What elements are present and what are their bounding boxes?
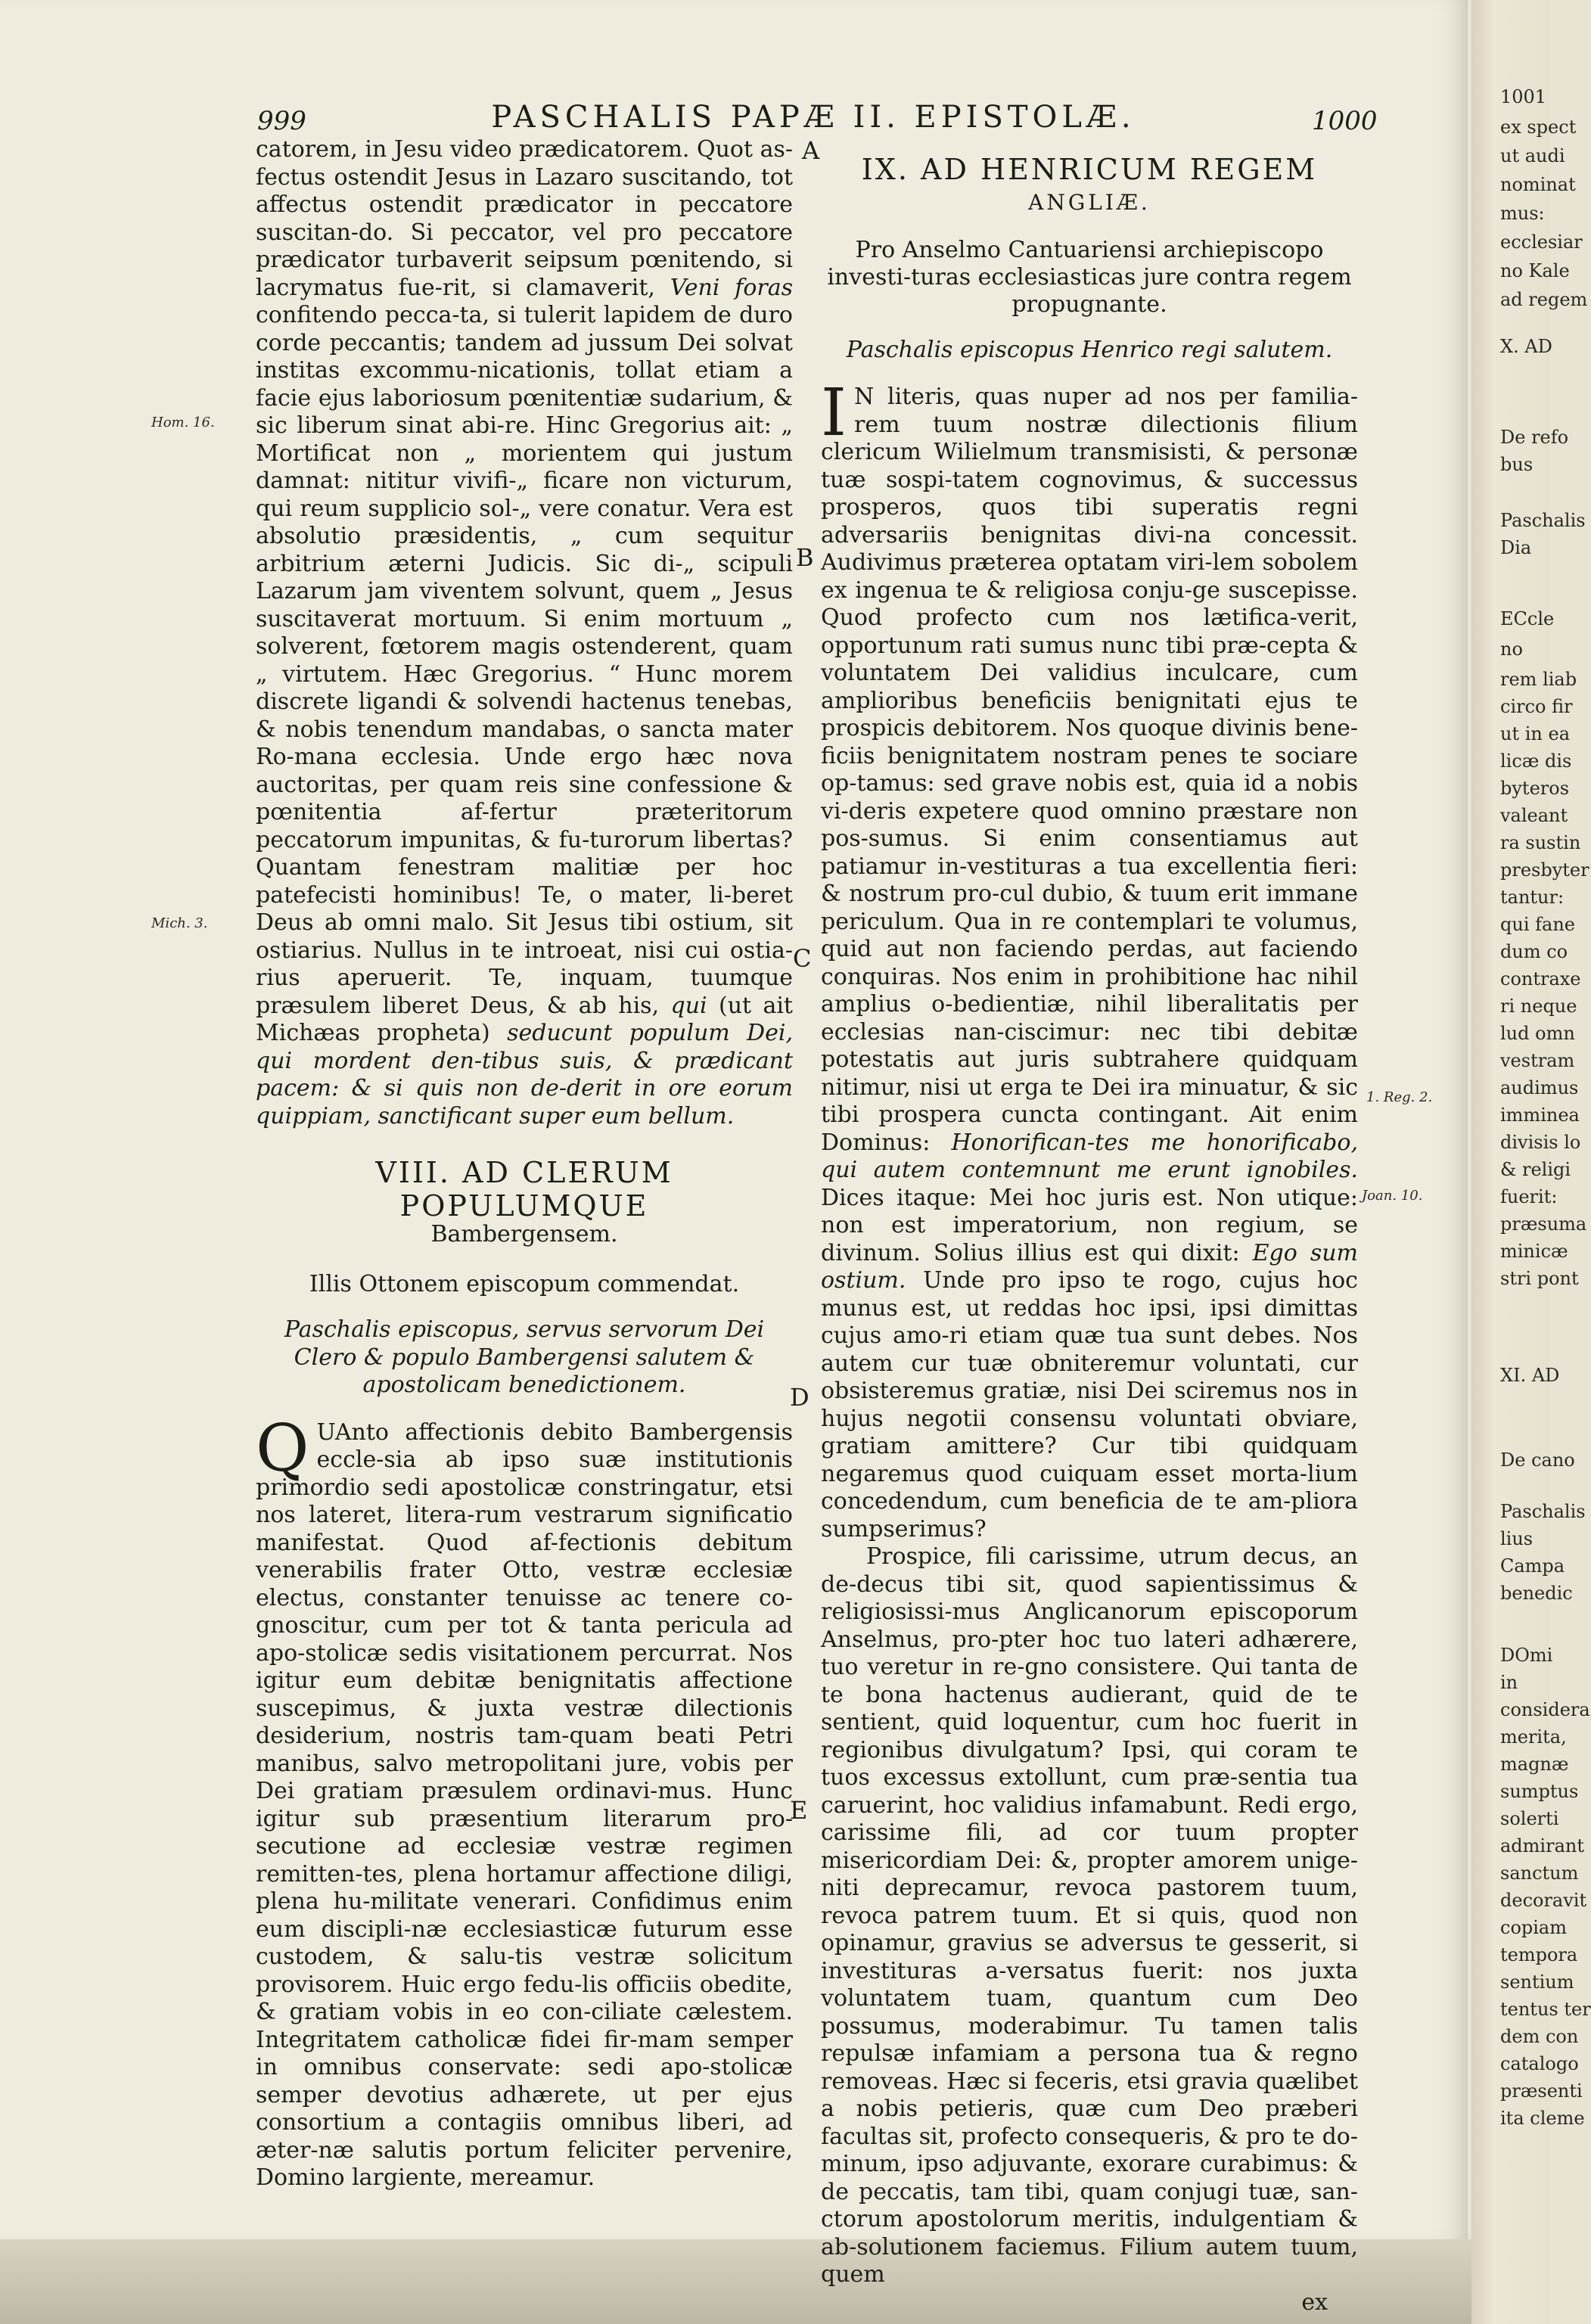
letter-heading: VIII. AD CLERUM POPULUMQUE (375, 1156, 673, 1223)
next-line: presbyter (1500, 859, 1589, 881)
next-line: admirant (1500, 1835, 1584, 1856)
next-line: DOmi (1500, 1645, 1553, 1666)
next-line: XI. AD (1500, 1365, 1560, 1386)
left-column (256, 136, 793, 2192)
next-line: decoravit (1500, 1890, 1587, 1911)
section-letter-b: B (796, 543, 814, 572)
next-line: 1001 (1500, 86, 1547, 107)
next-line: contraxe (1500, 968, 1581, 990)
letter-summary: Pro Anselmo Cantuariensi archiepiscopo investi-turas ecclesiasticas jure contra regem propugnante. (827, 236, 1352, 318)
next-line: ut audi (1500, 145, 1565, 166)
next-line: X. AD (1500, 336, 1552, 357)
letter-subheading: ANGLIÆ. (1028, 190, 1151, 215)
next-line: considera (1500, 1699, 1590, 1720)
next-line: Paschalis (1500, 1501, 1586, 1522)
next-line: stri pont (1500, 1268, 1579, 1289)
next-line: De refo (1500, 427, 1569, 448)
letter-subheading: Bambergensem. (430, 1221, 618, 1247)
next-line: & religi (1500, 1159, 1571, 1180)
next-line: sanctum (1500, 1863, 1579, 1884)
section-letter-c: C (793, 944, 812, 973)
next-line: ex spect (1500, 117, 1577, 138)
next-line: imminea (1500, 1105, 1580, 1126)
next-line: ecclesiar (1500, 231, 1583, 253)
next-line: nominat (1500, 174, 1576, 195)
next-line: no (1500, 638, 1523, 660)
margin-note: Joan. 10. (1362, 1188, 1423, 1204)
margin-note: Mich. 3. (151, 915, 208, 931)
next-line: præsenti (1500, 2080, 1583, 2102)
next-line: tantur: (1500, 887, 1565, 908)
next-line: lius (1500, 1528, 1534, 1549)
next-line: ECcle (1500, 608, 1555, 629)
next-line: tempora (1500, 1944, 1578, 1965)
letter-salutation: Paschalis episcopus Henrico regi salutem. (846, 336, 1333, 363)
letter-salutation: Paschalis episcopus, servus servorum Dei Clero & populo Bambergensi salutem & apostolicam benedictionem. (284, 1316, 765, 1398)
next-line: divisis lo (1500, 1132, 1581, 1153)
running-head: PASCHALIS PAPÆ II. EPISTOLÆ. (491, 100, 1136, 135)
next-line: solerti (1500, 1808, 1559, 1829)
next-line: tentus ter (1500, 1999, 1591, 2020)
next-line: qui fane (1500, 914, 1575, 935)
next-line: ra sustin (1500, 832, 1581, 853)
next-line: merita, (1500, 1726, 1567, 1748)
next-line: magnæ (1500, 1754, 1569, 1775)
next-line: sentium (1500, 1971, 1574, 1993)
drop-capital: I (821, 375, 847, 451)
drop-capital: Q (256, 1410, 309, 1487)
next-line: lud omn (1500, 1023, 1575, 1044)
next-line: catalogo (1500, 2053, 1579, 2074)
next-line: in (1500, 1672, 1518, 1693)
next-line: audimus (1500, 1077, 1579, 1098)
next-line: præsuma (1500, 1213, 1587, 1235)
section-letter-e: E (790, 1796, 808, 1825)
paragraph: I N literis, quas nuper ad nos per familia-rem tuum nostræ dilectionis filium clericum Wilielmum transmisisti, & personæ tuæ sospi-tatem cognovimus, & successus prosperos, quos tibi superatis regni adversariis benignitas divi-na concessit. Audivimus præterea optatam viri-lem sobolem ex ingenua te & religiosa conju-ge suscepisse. Quod profecto cum nos lætifica-verit, opportunum rati sumus nunc tibi præ-cepta & voluntatem Dei validius inculcare, cum amplioribus beneficiis benignitati ejus te prospicis debitorem. Nos quoque divinis bene-ficiis benignitatem nostram penes te sociare op-tamus: sed grave nobis est, quia id a nobis vi-deris expetere quod omnino præstare non pos-sumus. Si enim consentiamus aut patiamur in-vestituras a tua excellentia fieri: & nostrum pro-cul dubio, & tuum erit immane periculum. Qua in re contemplari te volumus, quid aut non faciendo perdas, aut faciendo conquiras. Nos enim in prohibitione hac nihil amplius o-bedientiæ, nihil liberalitatis per ecclesias nan-ciscimur: nec tibi debitæ potestatis aut juris subtrahere quidquam nitimur, nisi ut erga te Dei ira minuatur, & sic tibi prospera cuncta contingant. Ait enim Dominus: Honorifican-tes me honorificabo, qui autem contemnunt me erunt ignobiles. Dices itaque: Mei hoc juris est. Non utique: non est imperatorium, non regium, se divinum. Solius illius est qui dixit: Ego sum ostium. Unde pro ipso te rogo, cujus hoc munus est, ut reddas hoc ipsi, ipsi dimittas cujus amo-ri etiam quæ tua sunt debes. Nos autem cur tuæ obniteremur voluntati, cur obsisteremus gratiæ, nisi Dei sciremus nos in hujus negotii consensu voluntati obviare, gratiam amittere? Cur tibi quidquam negaremus quod cuiquam esset morta-lium concedendum, cum beneficia de te am-pliora sumpserimus? (821, 375, 1358, 1543)
margin-note: Hom. 16. (151, 415, 215, 430)
next-line: dem con (1500, 2026, 1579, 2047)
next-line: rem liab (1500, 669, 1577, 690)
page-number-left: 999 (257, 106, 306, 136)
right-column (821, 136, 1358, 2316)
next-line: minicæ (1500, 1241, 1568, 1262)
next-line: no Kale (1500, 260, 1570, 281)
next-line: licæ dis (1500, 750, 1572, 772)
next-line: circo fir (1500, 696, 1573, 717)
page-number-right: 1000 (1312, 106, 1378, 136)
margin-note: 1. Reg. 2. (1366, 1089, 1433, 1105)
next-line: fuerit: (1500, 1186, 1558, 1207)
next-line: ita cleme (1500, 2108, 1585, 2129)
paragraph: catorem, in Jesu video prædicatorem. Quot as-fectus ostendit Jesus in Lazaro suscitando, tot affectus ostendit prædicator in peccatore suscitan-do. Si peccator, vel pro peccatore prædicator turbaverit seipsum pœnitendo, si lacrymatus fue-rit, si clamaverit, Veni foras confitendo pecca-ta, si tulerit lapidem de duro corde peccantis; tandem ad jussum Dei solvat institas excommu-nicationis, tollat etiam a facie ejus laboriosum pœnitentiæ sudarium, & sic liberum sinat abi-re. Hinc Gregorius ait: „ Mortificat non „ morientem qui justum damnat: nititur vivifi-„ ficare non victurum, qui reum supplicio sol-„ vere conatur. Vera est absolutio præsidentis, „ cum sequitur arbitrium æterni Judicis. Sic di-„ scipuli Lazarum jam viventem solvunt, quem „ Jesus suscitaverat mortuum. Si enim mortuum „ solverent, fœtorem magis ostenderent, quam „ virtutem. Hæc Gregorius. “ Hunc morem discrete ligandi & solvendi hactenus tenebas, & nobis tenendum mandabas, o sancta mater Ro-mana ecclesia. Unde ergo hæc nova auctoritas, per quam reis sine confessione & pœnitentia af-fertur præteritorum peccatorum impunitas, & fu-turorum libertas? Quantam fenestram malitiæ per hoc patefecisti hominibus! Te, o mater, li-beret Deus ab omni malo. Sit Jesus tibi ostium, sit ostiarius. Nullus in te introeat, nisi cui ostia-rius aperuerit. Te, inquam, tuumque præsulem liberet Deus, & ab his, qui (ut ait Michæas propheta) seducunt populum Dei, qui mordent den-tibus suis, & prædicant pacem: & si quis non de-derit in ore eorum quippiam, sanctificant super eum bellum. (256, 136, 794, 1129)
next-line: copiam (1500, 1917, 1567, 1938)
next-line: dum co (1500, 941, 1568, 962)
next-line: valeant (1500, 805, 1568, 826)
next-line: bus (1500, 454, 1534, 475)
next-line: sumptus (1500, 1781, 1579, 1802)
next-line: byteros (1500, 778, 1570, 799)
next-line: ad regem (1500, 289, 1588, 310)
next-line: ri neque (1500, 996, 1577, 1017)
catchword: ex (1301, 2288, 1328, 2316)
next-line: De cano (1500, 1449, 1575, 1471)
next-line: ut in ea (1500, 723, 1571, 744)
next-line: Dia (1500, 537, 1532, 558)
next-page-fragment (1471, 0, 1591, 2324)
next-line: Campa (1500, 1555, 1565, 1577)
next-line: vestram (1500, 1050, 1575, 1071)
section-letter-d: D (790, 1383, 809, 1412)
next-line: mus: (1500, 203, 1545, 224)
paragraph: Q UAnto affectionis debito Bambergensis eccle-sia ab ipso suæ institutionis primordio sedi apostolicæ constringatur, etsi nos lateret, litera-rum vestrarum significatio manifestat. Quod af-fectionis debitum venerabilis frater Otto, vestræ ecclesiæ electus, constanter tenuisse ac tenere co-gnoscitur, cum per tot & tanta pericula ad apo-stolicæ sedis visitationem percurrat. Nos igitur eum debitæ benignitatis affectione suscepimus, & juxta vestræ dilectionis desiderium, nostris tam-quam beati Petri manibus, salvo metropolitani jure, vobis per Dei gratiam præsulem ordinavi-mus. Hunc igitur sub præsentium literarum pro-secutione ad ecclesiæ vestræ regimen remitten-tes, plena hortamur affectione diligi, plena hu-militate venerari. Confidimus enim eum discipli-næ ecclesiasticæ futurum esse custodem, & salu-tis vestræ solicitum provisorem. Huic ergo fedu-lis officiis obedite, & gratiam vobis in eo con-ciliate cælestem. Integritatem catholicæ fidei fir-mam semper in omnibus conservate: sedi apo-stolicæ semper devotius adhærete, ut per ejus consortium a contagiis omnibus liberi, ad æter-næ salutis portum feliciter pervenire, Domino largiente, mereamur. (256, 1410, 793, 2191)
paragraph: Prospice, fili carissime, utrum decus, an de-decus tibi sit, quod sapientissimus & religiosissi-mus Anglicanorum episcoporum Anselmus, pro-pter hoc tuo lateri adhærere, tuo veretur in re-gno consistere. Qui tanta de te bona hactenus audierant, quid de te sentient, quid loquentur, cum hoc fuerit in regionibus divulgatum? Ipsi, qui coram te tuos excessus extollunt, cum præ-sentia tua caruerint, hoc validius infamabunt. Redi ergo, carissime fili, ad cor tuum propter misericordiam Dei: &, propter amorem unige-niti deprecamur, revoca pastorem tuum, revoca patrem tuum. Et si quis, quod non opinamur, gravius se adversus te gesserit, si investituras a-versatus fuerit: nos juxta voluntatem tuam, quantum cum Deo possumus, moderabimur. Tu tamen talis repulsæ infamiam a persona tua & regno removeas. Hæc si feceris, etsi gravia quælibet a nobis petieris, quæ cum Deo præberi facultas sit, profecto consequeris, & pro te do-minum, ipso adjuvante, exorare curabimus: & de peccatis, tam tibi, quam conjugi tuæ, san-ctorum apostolorum meritis, indulgentiam & ab-solutionem faciemus. Filium autem tuum, quem (821, 1543, 1358, 2288)
next-line: Paschalis (1500, 510, 1586, 531)
letter-summary: Illis Ottonem episcopum commendat. (309, 1271, 740, 1297)
section-letter-a: A (802, 136, 820, 165)
next-line: benedic (1500, 1583, 1573, 1604)
letter-heading: IX. AD HENRICUM REGEM (861, 153, 1318, 186)
